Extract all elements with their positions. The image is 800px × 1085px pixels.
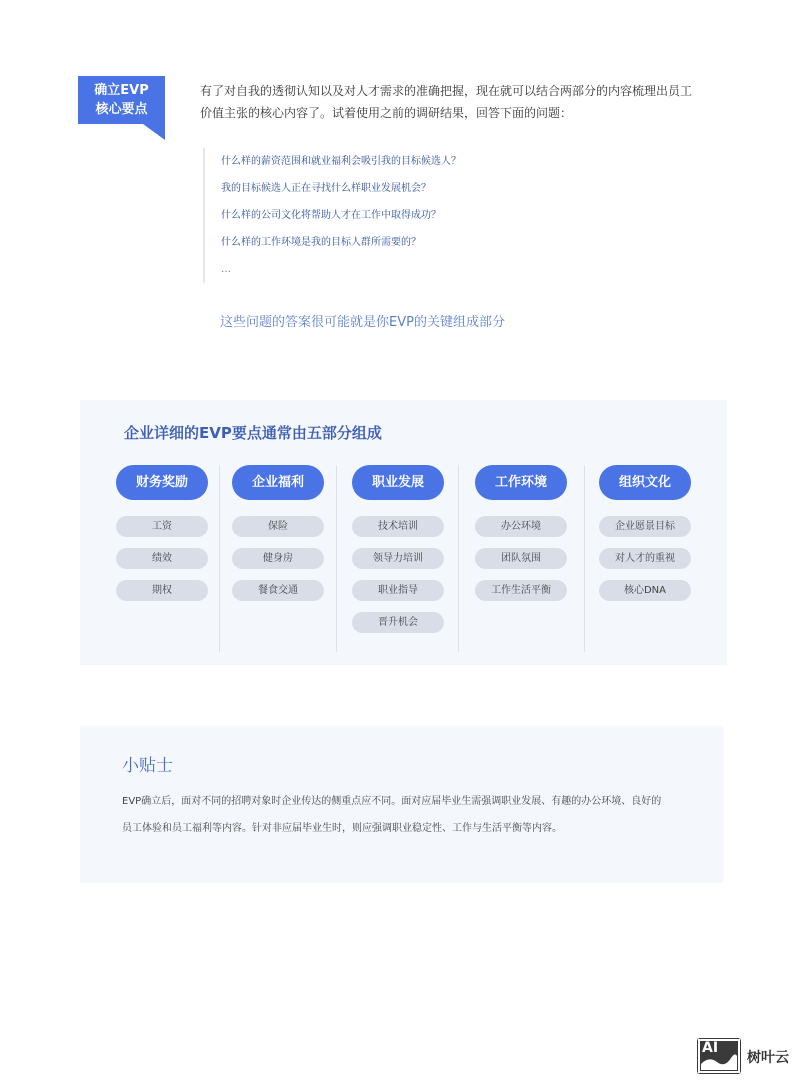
intro-line-2: 价值主张的核心内容了。试着使用之前的调研结果，回答下面的问题： bbox=[200, 106, 573, 120]
item-pill: 团队氛围 bbox=[475, 548, 567, 569]
section-tag bbox=[78, 76, 165, 124]
item-pill: 工作生活平衡 bbox=[475, 580, 567, 601]
intro-line-1: 有了对自我的透彻认知以及对人才需求的准确把握，现在就可以结合两部分的内容梳理出员工 bbox=[200, 84, 693, 98]
tips-title: 小贴士 bbox=[122, 756, 173, 776]
item-pill: 领导力培训 bbox=[352, 548, 444, 569]
item-pill: 技术培训 bbox=[352, 516, 444, 537]
tag-line-1: 确立EVP bbox=[94, 83, 149, 98]
column-divider bbox=[219, 465, 220, 652]
column-head: 企业福利 bbox=[232, 465, 324, 500]
item-pill: 晋升机会 bbox=[352, 612, 444, 633]
item-pill: 工资 bbox=[116, 516, 208, 537]
tips-line-2: 员工体验和员工福利等内容。针对非应届毕业生时，则应强调职业稳定性、工作与生活平衡等内容。 bbox=[122, 823, 562, 834]
intro-paragraph bbox=[200, 80, 710, 124]
column-divider bbox=[584, 465, 585, 652]
tag-tail-shape bbox=[143, 124, 165, 140]
evp-components-panel bbox=[80, 400, 727, 665]
logo-mark: AI bbox=[702, 1040, 719, 1056]
column-head: 职业发展 bbox=[352, 465, 444, 500]
question-item: 什么样的工作环境是我的目标人群所需要的？ bbox=[221, 237, 421, 248]
column-head: 工作环境 bbox=[475, 465, 567, 500]
question-item: 什么样的公司文化将帮助人才在工作中取得成功？ bbox=[221, 210, 441, 221]
item-pill: 职业指导 bbox=[352, 580, 444, 601]
item-pill: 期权 bbox=[116, 580, 208, 601]
item-pill: 对人才的重视 bbox=[599, 548, 691, 569]
column-divider bbox=[458, 465, 459, 652]
question-list bbox=[203, 148, 541, 283]
component-columns bbox=[80, 465, 727, 652]
answer-highlight: 这些问题的答案很可能就是你EVP的关键组成部分 bbox=[220, 315, 505, 330]
tips-body bbox=[122, 788, 712, 842]
brand-name: 树叶云 bbox=[747, 1050, 789, 1066]
mountain-icon bbox=[697, 1038, 741, 1074]
item-pill: 核心DNA bbox=[599, 580, 691, 601]
ai-logo-icon bbox=[697, 1038, 741, 1074]
item-pill: 保险 bbox=[232, 516, 324, 537]
tag-line-2: 核心要点 bbox=[95, 102, 148, 117]
column-divider bbox=[336, 465, 337, 652]
item-pill: 办公环境 bbox=[475, 516, 567, 537]
question-item: 我的目标候选人正在寻找什么样职业发展机会？ bbox=[221, 183, 431, 194]
tips-box bbox=[80, 726, 723, 883]
item-pill: 绩效 bbox=[116, 548, 208, 569]
panel-title: 企业详细的EVP要点通常由五部分组成 bbox=[124, 424, 382, 442]
item-pill: 企业愿景目标 bbox=[599, 516, 691, 537]
question-item: 什么样的薪资范围和就业福利会吸引我的目标候选人？ bbox=[221, 156, 461, 167]
tips-line-1: EVP确立后，面对不同的招聘对象时企业传达的侧重点应不同。面对应届毕业生需强调职业发展、有趣的办公环境、良好的 bbox=[122, 796, 662, 807]
item-pill: 健身房 bbox=[232, 548, 324, 569]
question-ellipsis: … bbox=[221, 264, 231, 275]
column-head: 组织文化 bbox=[599, 465, 691, 500]
item-pill: 餐食交通 bbox=[232, 580, 324, 601]
column-head: 财务奖励 bbox=[116, 465, 208, 500]
